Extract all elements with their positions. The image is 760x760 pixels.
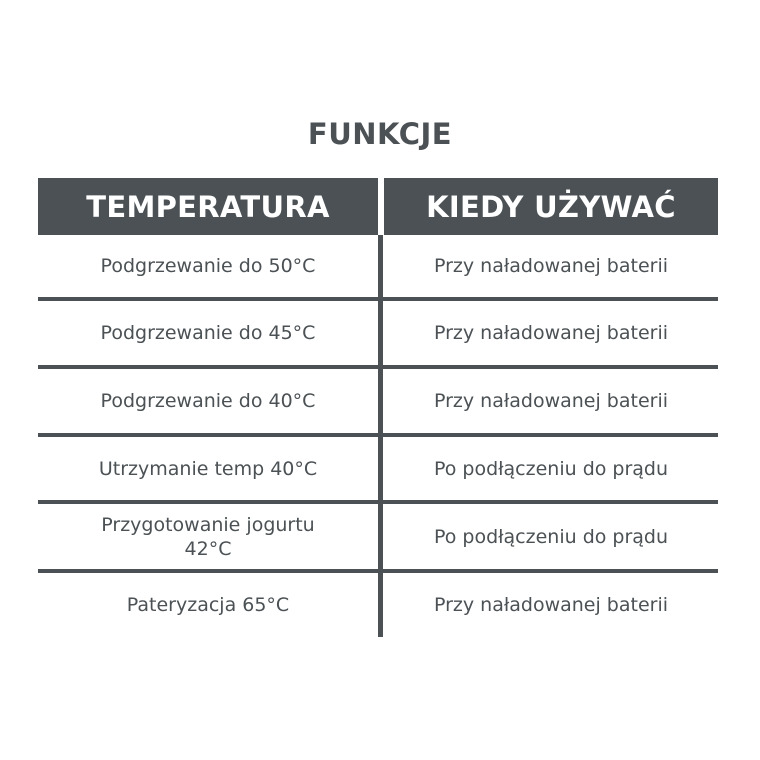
header-when-to-use: KIEDY UŻYWAĆ <box>384 178 718 235</box>
table-row-4-temperature <box>38 437 378 500</box>
table-row-4-when-to-use <box>384 437 718 500</box>
table-row-6-temperature <box>38 573 378 637</box>
table-row-1-temperature <box>38 235 378 297</box>
cell-text: Podgrzewanie do 40°C <box>100 390 316 412</box>
cell-text: Podgrzewanie do 50°C <box>100 255 316 277</box>
table-row-5-temperature <box>38 504 378 569</box>
table-row-5-when-to-use <box>384 504 718 569</box>
header-temperature: TEMPERATURA <box>38 178 378 235</box>
table-row-6-when-to-use <box>384 573 718 637</box>
cell-text: Po podłączeniu do prądu <box>433 457 669 480</box>
cell-text: Przy naładowanej baterii <box>433 255 669 277</box>
page-title: FUNKCJE <box>307 117 453 151</box>
cell-text: Po podłączeniu do prądu <box>433 525 669 548</box>
table-row-2-when-to-use <box>384 301 718 365</box>
cell-text: Pateryzacja 65°C <box>126 594 290 616</box>
table-row-3-temperature <box>38 369 378 433</box>
cell-text: Przy naładowanej baterii <box>433 322 669 344</box>
cell-text: Przy naładowanej baterii <box>433 390 669 412</box>
table-row-1-when-to-use <box>384 235 718 297</box>
cell-text: Przy naładowanej baterii <box>433 594 669 616</box>
cell-text: Utrzymanie temp 40°C <box>98 457 318 480</box>
table-row-3-when-to-use <box>384 369 718 433</box>
cell-text: Przygotowanie jogurtu 42°C <box>101 513 315 560</box>
cell-text: Podgrzewanie do 45°C <box>100 322 316 344</box>
table-row-2-temperature <box>38 301 378 365</box>
